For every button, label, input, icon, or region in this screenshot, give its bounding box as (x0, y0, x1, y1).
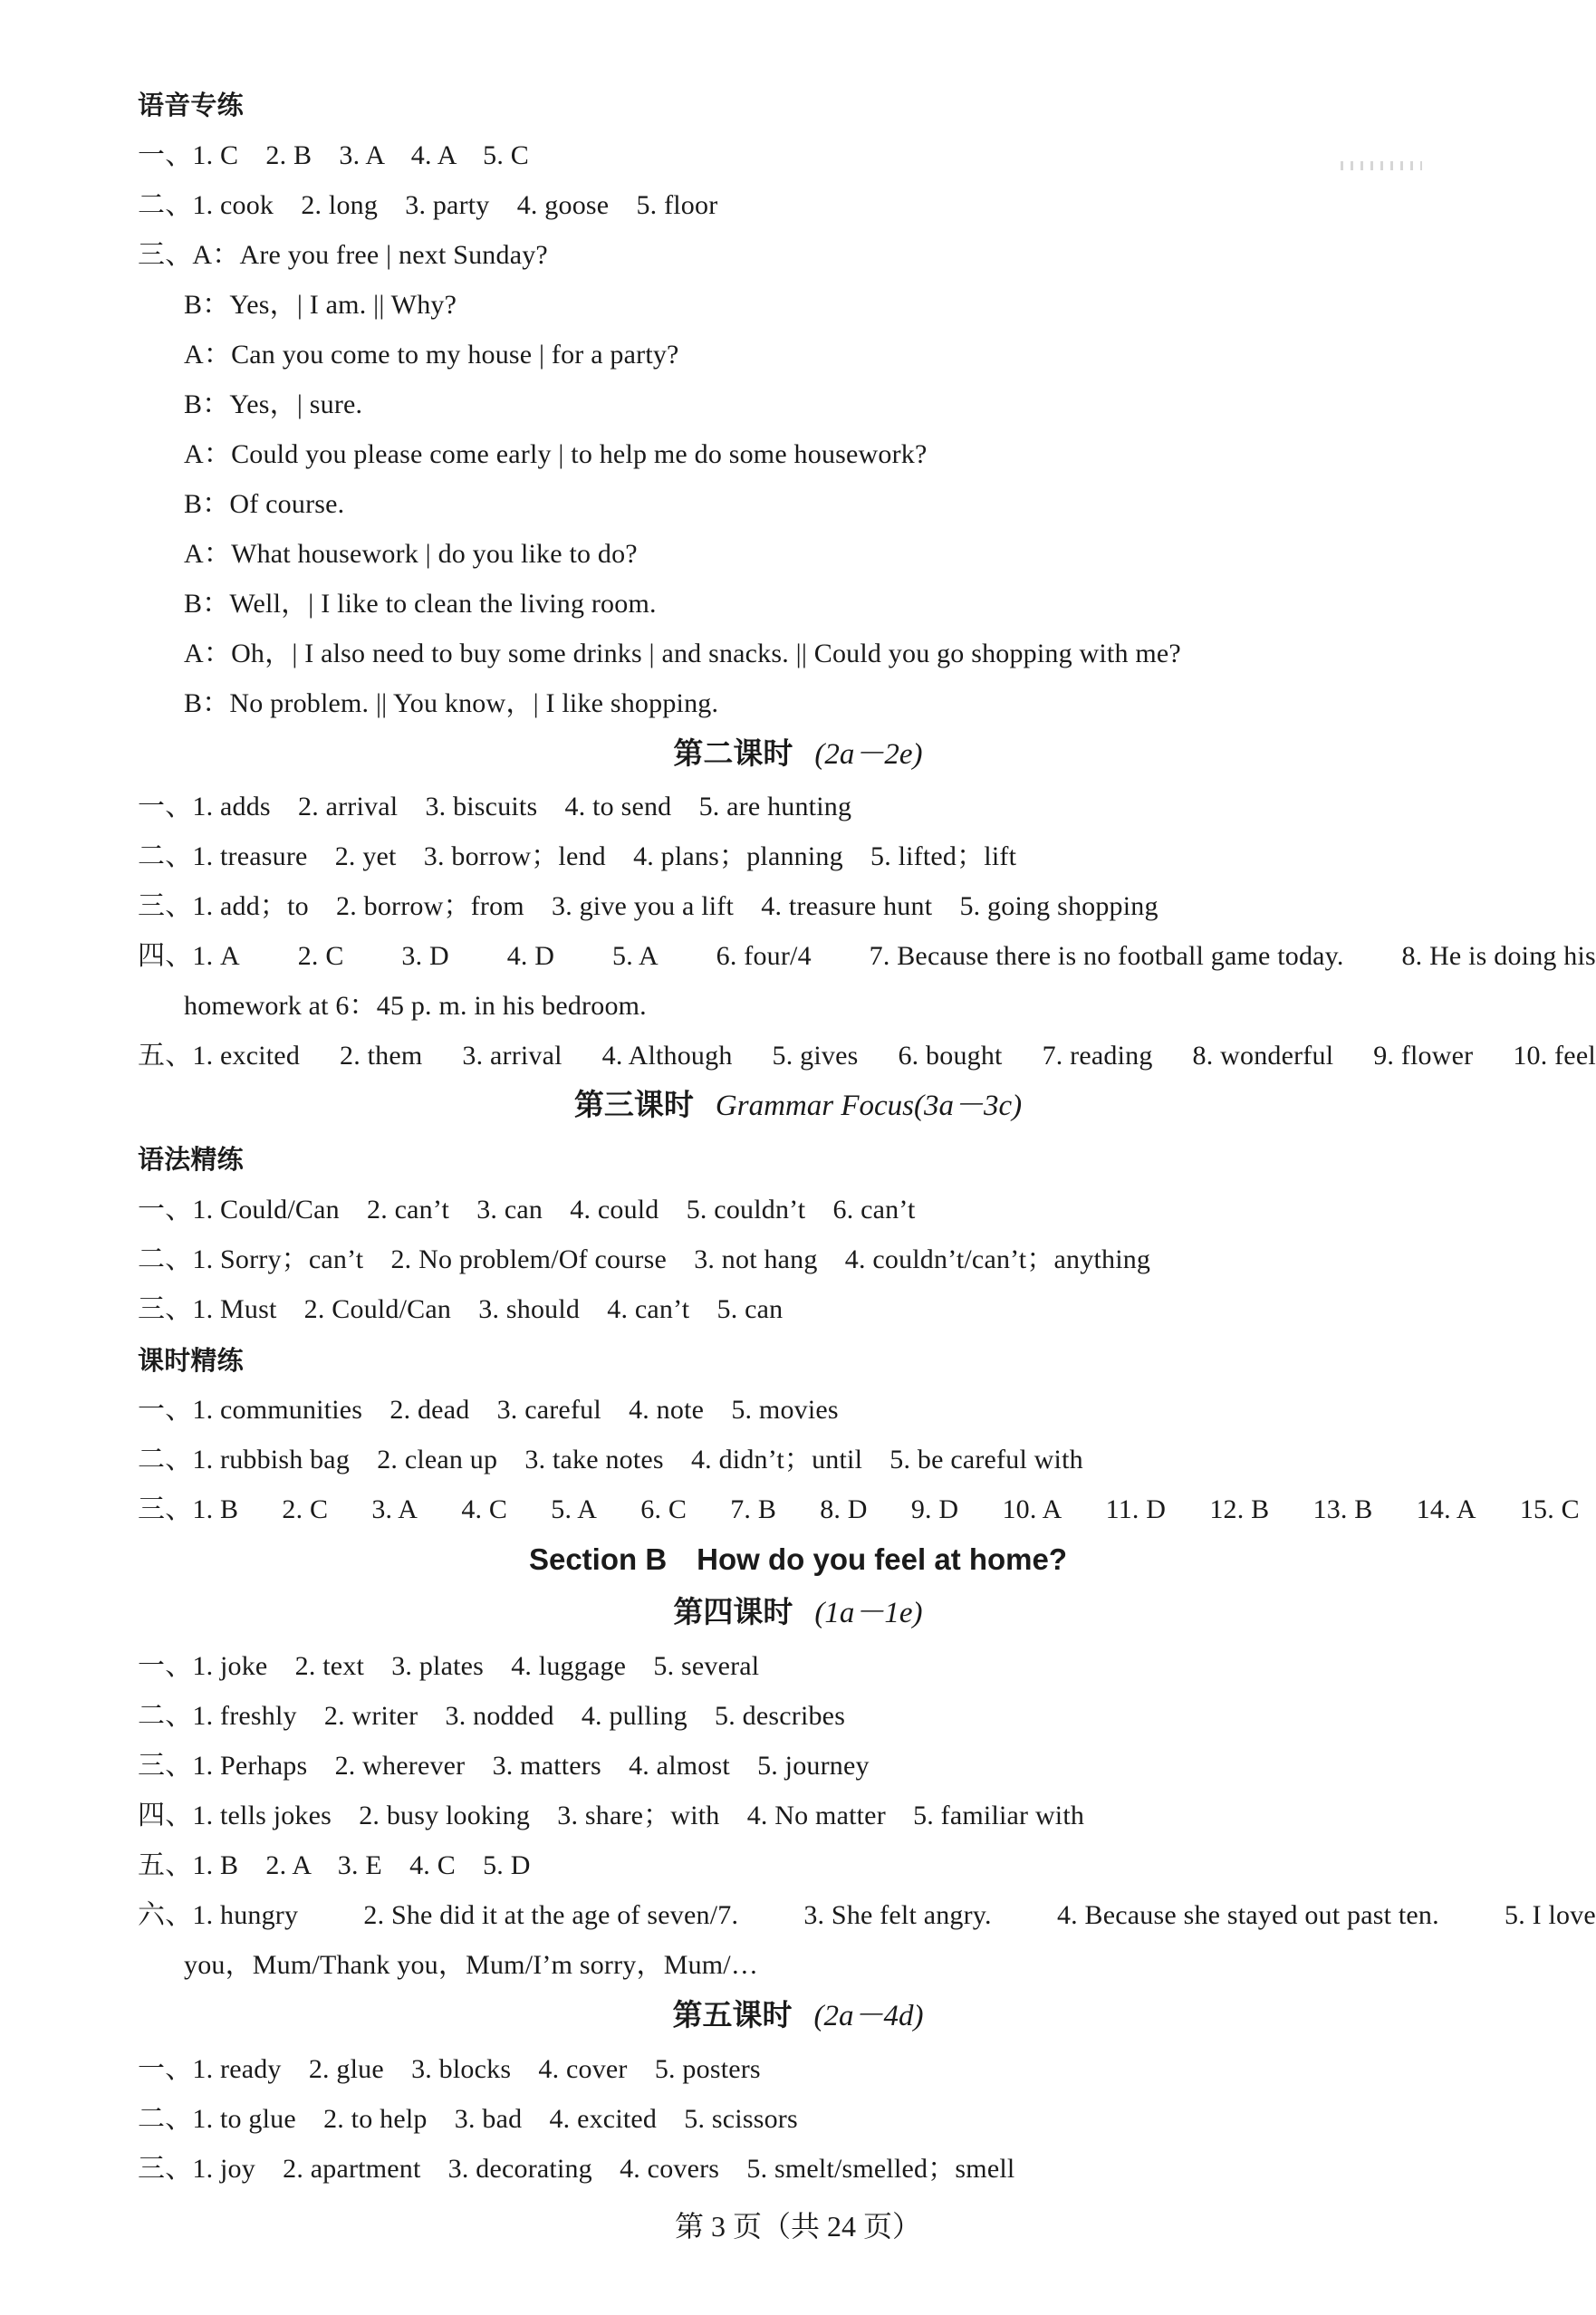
lesson-range: (2a－2e) (814, 738, 923, 771)
lesson-title (0, 734, 1596, 774)
answer-item: 14. A (1416, 1494, 1476, 1524)
dialogue-line: B：Yes，| I am. || Why? (184, 290, 457, 320)
answer-line: 二、1. rubbish bag 2. clean up 3. take notes 4. didn’t；until 5. be careful with (138, 1445, 1083, 1474)
answer-item: 8. wonderful (1192, 1041, 1334, 1071)
answer-line: 一、1. Could/Can 2. can’t 3. can 4. could 5. couldn’t 6. can’t (138, 1195, 916, 1225)
answer-item: 5. A (551, 1494, 598, 1524)
answer-line: 三、1. Perhaps 2. wherever 3. matters 4. almost 5. journey (138, 1751, 870, 1781)
answer-item: 6. four/4 (716, 941, 812, 971)
answer-item: 15. C (1519, 1494, 1580, 1524)
answer-line: 二、1. freshly 2. writer 3. nodded 4. pulling 5. describes (138, 1701, 846, 1731)
answer-item: 5. I love (1505, 1900, 1596, 1930)
answer-item: 9. flower (1373, 1041, 1474, 1071)
answer-item: 2. C (297, 941, 344, 971)
lesson-range: (2a－4d) (813, 2000, 924, 2032)
answer-line-justified (138, 1038, 1596, 1074)
lesson-range: Grammar Focus(3a－3c) (715, 1090, 1023, 1122)
answer-item: 12. B (1209, 1494, 1270, 1524)
answer-continuation: homework at 6：45 p. m. in his bedroom. (184, 991, 647, 1021)
answer-line: 一、1. C 2. B 3. A 4. A 5. C (138, 140, 529, 170)
lesson-title (0, 1085, 1596, 1126)
subtitle-phonetics: 语音专练 (138, 90, 244, 120)
dialogue-line: B：Well，| I like to clean the living room. (184, 589, 657, 619)
answer-item: 5. A (612, 941, 659, 971)
answer-line-justified (138, 938, 1596, 975)
answer-line: 三、1. add；to 2. borrow；from 3. give you a lift 4. treasure hunt 5. going shopping (138, 891, 1159, 921)
answer-line: 四、1. tells jokes 2. busy looking 3. share；with 4. No matter 5. familiar with (138, 1801, 1085, 1830)
answer-item: 2. She did it at the age of seven/7. (363, 1900, 739, 1930)
answer-line: 二、1. Sorry；can’t 2. No problem/Of course 3. not hang 4. couldn’t/can’t；anything (138, 1244, 1151, 1274)
answer-line: 五、1. B 2. A 3. E 4. C 5. D (138, 1850, 531, 1880)
answer-item: 五、1. excited (138, 1041, 301, 1071)
answer-item: 三、1. B (138, 1494, 239, 1524)
lesson-title-text: 第三课时 (573, 1087, 694, 1122)
dialogue-line: B：No problem. || You know，| I like shopping. (184, 688, 719, 718)
page-number-footer: 第 3 页（共 24 页） (674, 2210, 921, 2243)
dialogue-line: B：Of course. (184, 489, 345, 519)
answer-item: 10. A (1002, 1494, 1062, 1524)
section-b-heading: Section B How do you feel at home? (528, 1542, 1068, 1576)
answer-line: 一、1. communities 2. dead 3. careful 4. note 5. movies (138, 1395, 839, 1425)
answer-item: 六、1. hungry (138, 1900, 299, 1930)
answer-item: 2. C (282, 1494, 329, 1524)
answer-item: 10. feel (1513, 1041, 1596, 1071)
answer-line: 三、1. Must 2. Could/Can 3. should 4. can’t 5. can (138, 1294, 784, 1324)
answer-line: 三、A：Are you free | next Sunday? (138, 240, 548, 270)
subtitle-grammar: 语法精练 (138, 1144, 244, 1175)
answer-item: 5. gives (772, 1041, 859, 1071)
answer-item: 4. D (506, 941, 555, 971)
dialogue-line: A：Can you come to my house | for a party? (184, 340, 679, 370)
answer-item: 4. Because she stayed out past ten. (1056, 1900, 1439, 1930)
answer-item: 4. Although (601, 1041, 733, 1071)
answer-item: 3. She felt angry. (803, 1900, 992, 1930)
answer-continuation: you，Mum/Thank you，Mum/I’m sorry，Mum/… (184, 1950, 759, 1980)
answer-line: 二、1. cook 2. long 3. party 4. goose 5. floor (138, 190, 718, 220)
answer-item: 8. D (820, 1494, 868, 1524)
answer-line: 二、1. treasure 2. yet 3. borrow；lend 4. plans；planning 5. lifted；lift (138, 841, 1017, 871)
answer-line: 一、1. ready 2. glue 3. blocks 4. cover 5. posters (138, 2054, 761, 2084)
answer-line: 一、1. adds 2. arrival 3. biscuits 4. to send 5. are hunting (138, 792, 852, 821)
dialogue-line: B：Yes，| sure. (184, 389, 363, 419)
subtitle-lesson-practice: 课时精练 (138, 1345, 244, 1376)
answer-line-justified (138, 1897, 1596, 1934)
lesson-title-text: 第四课时 (673, 1594, 793, 1629)
answer-item: 8. He is doing his (1401, 941, 1596, 971)
lesson-title-text: 第二课时 (673, 735, 793, 771)
dialogue-line: A：Could you please come early | to help me do some housework? (184, 439, 928, 469)
answer-item: 7. B (730, 1494, 777, 1524)
lesson-title (0, 1592, 1596, 1633)
answer-item: 6. C (640, 1494, 687, 1524)
lesson-title-text: 第五课时 (672, 1997, 793, 2032)
answer-item: 3. D (401, 941, 449, 971)
answer-item: 11. D (1105, 1494, 1167, 1524)
answer-item: 9. D (910, 1494, 959, 1524)
answer-item: 4. C (461, 1494, 508, 1524)
answer-item: 3. arrival (462, 1041, 562, 1071)
answer-item: 2. them (340, 1041, 423, 1071)
answer-line: 一、1. joke 2. text 3. plates 4. luggage 5. several (138, 1651, 760, 1681)
lesson-range: (1a－1e) (814, 1597, 923, 1629)
dialogue-line: A：Oh，| I also need to buy some drinks | and snacks. || Could you go shopping with me? (184, 639, 1181, 668)
answer-item: 四、1. A (138, 941, 240, 971)
answer-item: 3. A (371, 1494, 418, 1524)
answer-line: 三、1. joy 2. apartment 3. decorating 4. covers 5. smelt/smelled；smell (138, 2154, 1015, 2184)
dialogue-line: A：What housework | do you like to do? (184, 539, 638, 569)
answer-item: 6. bought (898, 1041, 1003, 1071)
answer-line: 二、1. to glue 2. to help 3. bad 4. excited 5. scissors (138, 2104, 798, 2134)
answer-item: 13. B (1312, 1494, 1373, 1524)
answer-item: 7. reading (1042, 1041, 1153, 1071)
answer-item: 7. Because there is no football game today. (869, 941, 1344, 971)
lesson-title (0, 1995, 1596, 2036)
answer-line-justified (138, 1492, 1580, 1528)
